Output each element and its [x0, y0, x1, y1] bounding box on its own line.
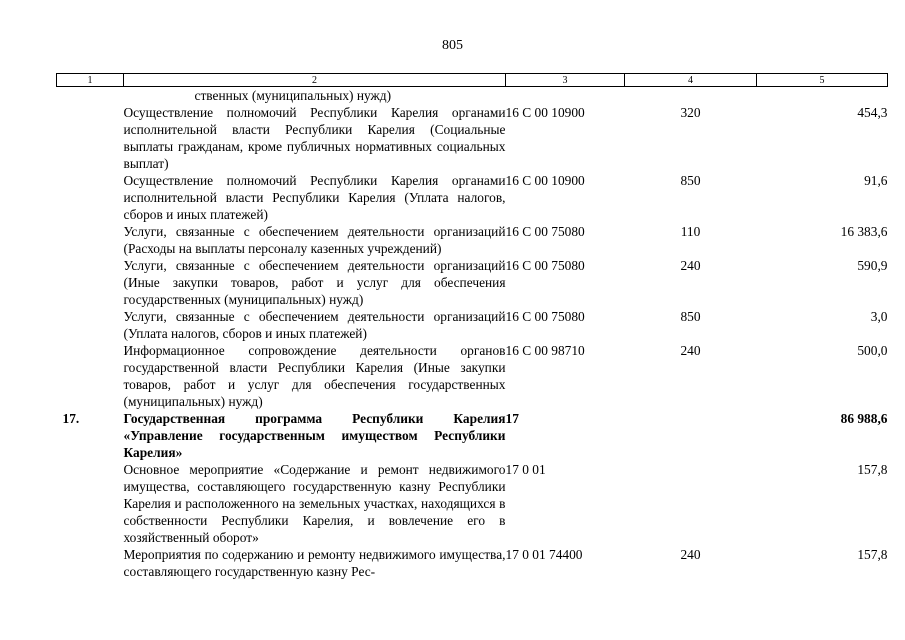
row-code: 16 С 00 75080	[505, 224, 585, 239]
table-row	[57, 342, 888, 410]
row-code: 16 С 00 10900	[505, 105, 585, 120]
row-sum: 500,0	[857, 343, 888, 358]
row-number	[57, 104, 124, 172]
budget-table	[56, 73, 888, 580]
page-number: 805	[442, 38, 463, 53]
row-name: Информационное сопровождение деятельности органов государственной власти Республики Карелия (Иные закупки товаров, работ и услуг для обеспечения государственных (муниципальных) нужд)	[123, 343, 506, 409]
table-row	[57, 104, 888, 172]
header-col-2: 2	[124, 74, 506, 87]
row-sum: 590,9	[857, 258, 888, 273]
row-code: 17 0 01 74400	[505, 547, 583, 562]
row-number	[57, 87, 124, 105]
row-code: 16 С 00 10900	[505, 173, 585, 188]
table-row	[57, 172, 888, 223]
row-sum: 86 988,6	[840, 411, 888, 426]
row-type: 240	[680, 547, 701, 562]
row-type: 110	[680, 224, 701, 239]
row-number	[57, 461, 124, 546]
row-number	[57, 342, 124, 410]
row-number	[57, 257, 124, 308]
row-code	[506, 87, 625, 105]
row-sum: 157,8	[857, 547, 888, 562]
row-type: 850	[680, 173, 701, 188]
table-row	[57, 461, 888, 546]
table-row-program	[57, 410, 888, 461]
header-col-3: 3	[506, 74, 625, 87]
row-name: Услуги, связанные с обеспечением деятельности организаций (Расходы на выплаты персоналу казенных учреждений)	[123, 224, 506, 256]
row-name: Услуги, связанные с обеспечением деятельности организаций (Иные закупки товаров, работ и услуг для обеспечения государственных (муниципальных) нужд)	[123, 258, 506, 307]
row-name: ственных (муниципальных) нужд)	[194, 88, 392, 103]
row-type: 320	[680, 105, 701, 120]
row-number	[57, 546, 124, 580]
row-sum: 91,6	[864, 173, 888, 188]
row-number: 17.	[62, 411, 80, 426]
row-type	[625, 410, 757, 461]
table-row	[57, 257, 888, 308]
row-code: 16 С 00 98710	[505, 343, 585, 358]
row-code: 16 С 00 75080	[505, 258, 585, 273]
row-name: Государственная программа Республики Карелия «Управление государственным имуществом Республики Карелия»	[123, 411, 506, 460]
header-col-5: 5	[757, 74, 888, 87]
row-number	[57, 172, 124, 223]
row-sum	[757, 87, 888, 105]
row-name: Услуги, связанные с обеспечением деятельности организаций (Уплата налогов, сборов и иных платежей)	[123, 309, 506, 341]
header-col-4: 4	[625, 74, 757, 87]
row-name: Мероприятия по содержанию и ремонту недвижимого имущества, составляющего государственную казну Рес-	[123, 547, 506, 579]
row-sum: 157,8	[857, 462, 888, 477]
table-row	[57, 223, 888, 257]
row-name: Осуществление полномочий Республики Карелия органами исполнительной власти Республики Карелия (Уплата налогов, сборов и иных платежей)	[123, 173, 506, 222]
row-code: 17 0 01	[505, 462, 546, 477]
row-name: Осуществление полномочий Республики Карелия органами исполнительной власти Республики Карелия (Социальные выплаты гражданам, кроме публичных нормативных социальных выплат)	[123, 105, 506, 171]
row-type	[625, 461, 757, 546]
row-type: 240	[680, 258, 701, 273]
row-type: 850	[680, 309, 701, 324]
row-type	[625, 87, 757, 105]
header-col-1: 1	[57, 74, 124, 87]
row-number	[57, 308, 124, 342]
table-row	[57, 308, 888, 342]
table-header-row	[57, 74, 888, 87]
row-sum: 16 383,6	[840, 224, 888, 239]
row-sum: 454,3	[857, 105, 888, 120]
table-row	[57, 87, 888, 105]
row-code: 17	[505, 411, 519, 426]
row-number	[57, 223, 124, 257]
row-type: 240	[680, 343, 701, 358]
row-sum: 3,0	[870, 309, 888, 324]
row-code: 16 С 00 75080	[505, 309, 585, 324]
row-name: Основное мероприятие «Содержание и ремонт недвижимого имущества, составляющего государственную казну Республики Карелия и расположенного на земельных участках, находящихся в собственности Республики Карелия, и вовлечение его в хозяйственный оборот»	[123, 462, 506, 545]
table-row	[57, 546, 888, 580]
